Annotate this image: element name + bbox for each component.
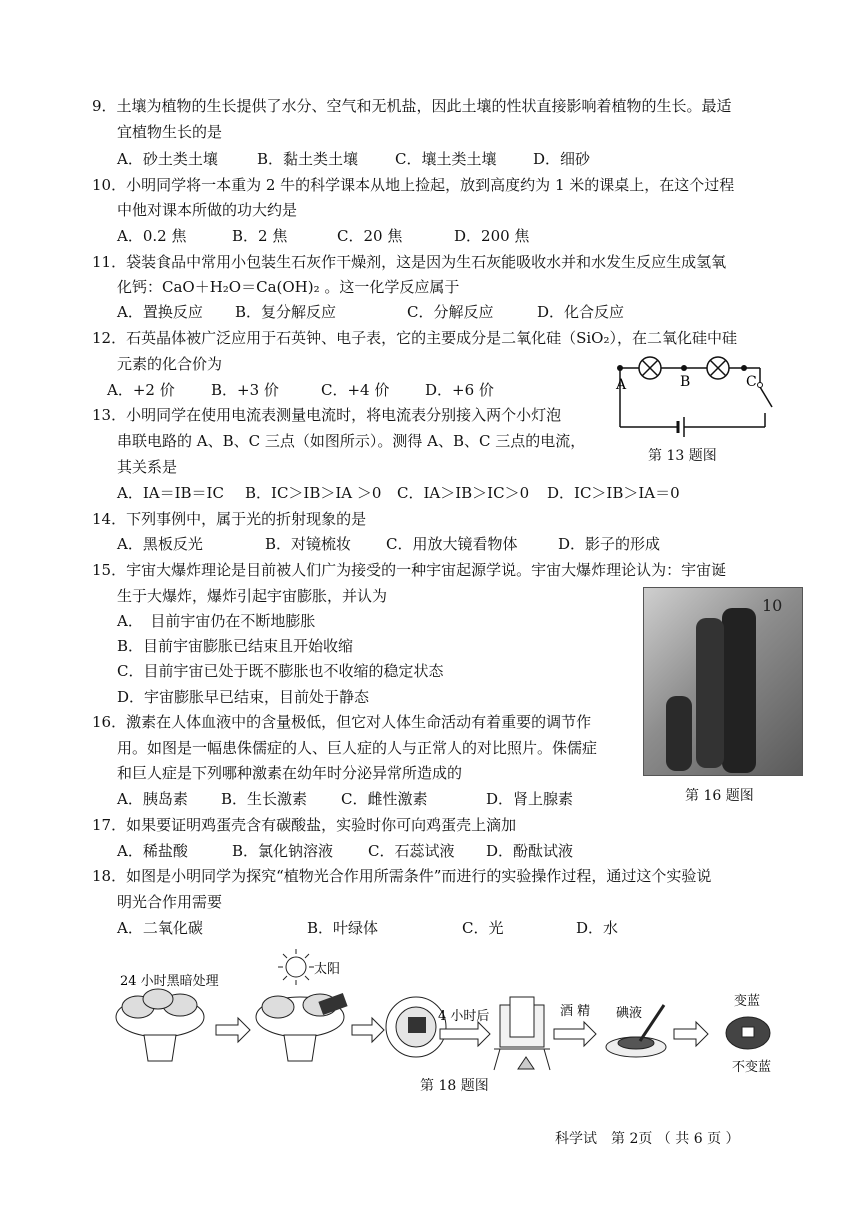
q12-options [107, 380, 494, 400]
q12-stem-cont: 元素的化合价为 [117, 355, 223, 373]
q16-stem: 16．激素在人体血液中的含量极低，但它对人体生命活动有着重要的调节作 [92, 713, 592, 731]
arrow-icon [440, 1022, 490, 1046]
q18-options [117, 918, 618, 938]
q14-option-c: C．用放大镜看物体 [386, 535, 518, 553]
q17-option-a: A．稀盐酸 [117, 842, 188, 860]
q13-stem-cont: 串联电路的 A、B、C 三点（如图所示）。测得 A、B、C 三点的电流， [117, 432, 586, 450]
q14-stem: 14．下列事例中，属于光的折射现象的是 [92, 510, 367, 528]
q18-option-b: B．叶绿体 [307, 919, 379, 937]
result-leaf-icon [726, 1017, 770, 1049]
q11-stem: 11．袋装食品中常用小包装生石灰作干燥剂，这是因为生石灰能吸收水并和水发生反应生成氢氧 [92, 253, 727, 271]
q9-option-a: A．砂土类土壤 [117, 150, 218, 168]
arrow-icon [216, 1018, 250, 1042]
q10-option-d: D．200 焦 [454, 227, 530, 245]
q13-figure-caption: 第 13 题图 [648, 448, 717, 464]
label-iodine: 碘液 [616, 1006, 643, 1021]
q13-option-d: D．IC＞IB＞IA＝0 [547, 484, 680, 502]
q9-option-b: B．黏土类土壤 [257, 150, 359, 168]
q16-figure-caption: 第 16 题图 [685, 788, 754, 804]
sun-icon [278, 949, 314, 985]
q13-option-c: C．IA＞IB＞IC＞0 [397, 484, 530, 502]
q10-option-b: B．2 焦 [232, 227, 288, 245]
q17-option-b: B．氯化钠溶液 [232, 842, 334, 860]
q11-stem-cont: 化钙：CaO＋H₂O＝Ca(OH)₂ 。这一化学反应属于 [117, 278, 460, 296]
q12-option-d: D．+6 价 [425, 381, 494, 399]
q13-label-c: C [746, 374, 757, 390]
q15-stem: 15．宇宙大爆炸理论是目前被人们广为接受的一种宇宙起源学说。宇宙大爆炸理论认为：宇宙诞 [92, 561, 727, 579]
q12-option-b: B．+3 价 [211, 381, 279, 399]
q15-option-a: A． 目前宇宙仍在不断地膨胀 [117, 612, 316, 630]
q12-option-c: C．+4 价 [321, 381, 390, 399]
q18-option-c: C．光 [462, 919, 504, 937]
q11-option-c: C．分解反应 [407, 303, 494, 321]
leaf-icon [386, 997, 446, 1057]
q11-option-d: D．化合反应 [537, 303, 625, 321]
q16-stem-cont2: 和巨人症是下列哪种激素在幼年时分泌异常所造成的 [117, 764, 463, 782]
q9-option-d: D．细砂 [533, 150, 591, 168]
dwarf-figure [666, 696, 692, 771]
q16-option-d: D．肾上腺素 [486, 790, 574, 808]
label-hours: 4 小时后 [438, 1009, 490, 1024]
q9-options [117, 149, 590, 169]
arrow-icon [674, 1022, 708, 1046]
q15-option-d: D．宇宙膨胀早已结束，目前处于静态 [117, 688, 370, 706]
q18-figure-caption: 第 18 题图 [420, 1078, 489, 1094]
normal-figure [696, 618, 724, 768]
q18-stem: 18．如图是小明同学为探究“植物光合作用所需条件”而进行的实验操作过程，通过这个实验说 [92, 867, 712, 885]
alcohol-bath-icon [494, 997, 550, 1070]
q15-stem-cont: 生于大爆炸，爆炸引起宇宙膨胀，并认为 [117, 587, 388, 605]
q17-stem: 17．如果要证明鸡蛋壳含有碳酸盐，实验时你可向鸡蛋壳上滴加 [92, 816, 517, 834]
q10-option-c: C．20 焦 [337, 227, 403, 245]
q13-label-b: B [680, 374, 691, 390]
q14-option-a: A．黑板反光 [117, 535, 203, 553]
label-blue: 变蓝 [734, 994, 761, 1009]
plant-dark-icon [116, 989, 204, 1061]
q9-stem-cont: 宜植物生长的是 [117, 123, 223, 141]
q11-option-a: A．置换反应 [117, 303, 203, 321]
q10-stem: 10．小明同学将一本重为 2 牛的科学课本从地上捡起，放到高度约为 1 米的课桌上，在这个过程 [92, 176, 735, 194]
q13-stem: 13．小明同学在使用电流表测量电流时，将电流表分别接入两个小灯泡 [92, 406, 562, 424]
q13-options [117, 483, 680, 503]
q14-option-d: D．影子的形成 [558, 535, 661, 553]
arrow-icon [554, 1022, 596, 1046]
q11-option-b: B．复分解反应 [235, 303, 337, 321]
q10-options [117, 226, 529, 246]
q16-options [117, 789, 573, 809]
q15-option-b: B．目前宇宙膨胀已结束且开始收缩 [117, 637, 354, 655]
q10-stem-cont: 中他对课本所做的功大约是 [117, 201, 298, 219]
q16-photo [643, 587, 803, 776]
q15-option-c: C．目前宇宙已处于既不膨胀也不收缩的稳定状态 [117, 662, 444, 680]
label-alcohol: 酒 精 [560, 1004, 591, 1019]
q16-option-b: B．生长激素 [221, 790, 308, 808]
q17-option-d: D．酚酞试液 [486, 842, 574, 860]
q13-option-a: A．IA＝IB＝IC [117, 484, 224, 502]
page-footer: 科学试 第 2页 （ 共 6 页 ） [555, 1131, 740, 1147]
giant-figure [722, 608, 756, 773]
q18-option-a: A．二氧化碳 [117, 919, 203, 937]
q12-option-a: A．+2 价 [107, 381, 175, 399]
q9-stem: 9．土壤为植物的生长提供了水分、空气和无机盐，因此土壤的性状直接影响着植物的生长。最适 [92, 97, 732, 115]
plant-light-icon [256, 993, 348, 1061]
q16-option-c: C．雌性激素 [341, 790, 428, 808]
q12-stem: 12．石英晶体被广泛应用于石英钟、电子表，它的主要成分是二氧化硅（SiO₂），在二氧化硅中硅 [92, 329, 737, 347]
label-not-blue: 不变蓝 [732, 1060, 772, 1075]
q17-option-c: C．石蕊试液 [368, 842, 455, 860]
label-dark-treatment: 24 小时黑暗处理 [120, 974, 219, 989]
q18-option-d: D．水 [576, 919, 619, 937]
q17-options [117, 841, 573, 861]
q14-option-b: B．对镜梳妆 [265, 535, 352, 553]
q18-experiment-figure [108, 945, 788, 1075]
label-sun: 太阳 [314, 962, 341, 977]
q11-options [117, 302, 624, 322]
q13-stem-cont2: 其关系是 [117, 458, 178, 476]
q13-option-b: B．IC＞IB＞IA ＞0 [245, 484, 382, 502]
q14-options [117, 534, 660, 554]
q16-option-a: A．胰岛素 [117, 790, 188, 808]
q9-option-c: C．壤土类土壤 [395, 150, 497, 168]
q10-option-a: A．0.2 焦 [117, 227, 187, 245]
q16-stem-cont: 用。如图是一幅患侏儒症的人、巨人症的人与正常人的对比照片。侏儒症 [117, 739, 598, 757]
q18-stem-cont: 明光合作用需要 [117, 893, 223, 911]
q16-photo-number: 10 [762, 596, 783, 615]
q13-label-a: A [616, 377, 627, 393]
arrow-icon [352, 1018, 384, 1042]
